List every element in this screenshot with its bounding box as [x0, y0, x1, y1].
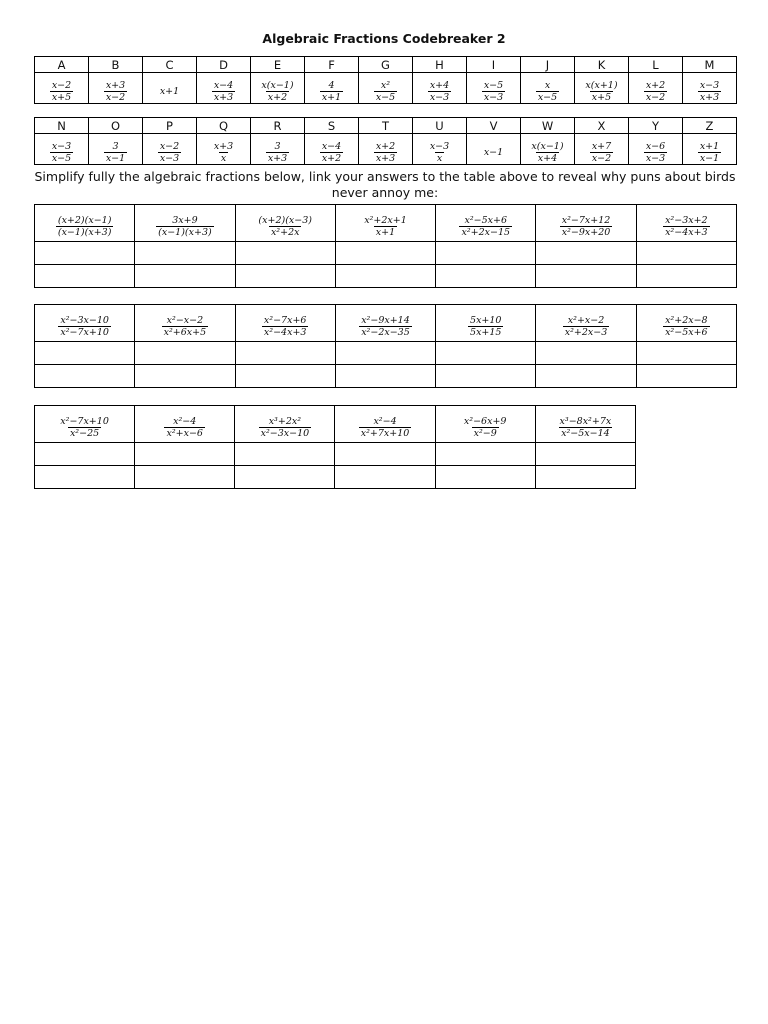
fraction-numerator: x−3 — [429, 141, 450, 152]
answer-box[interactable] — [135, 443, 235, 466]
fraction-denominator: x−3 — [429, 92, 450, 103]
fraction-denominator: x²−5x−14 — [561, 428, 610, 439]
fraction-denominator: x²−9 — [473, 428, 497, 439]
fraction-denominator: x — [220, 153, 227, 164]
question-row — [35, 406, 636, 443]
code-cell-u — [413, 134, 467, 165]
fraction-numerator: x−4 — [213, 80, 234, 91]
letter-box[interactable] — [135, 365, 235, 388]
code-fraction — [482, 80, 505, 103]
code-letter-g: G — [359, 57, 413, 73]
problem-cell — [436, 305, 536, 342]
fraction-numerator: x²−3x−10 — [60, 315, 109, 326]
fraction-numerator: x+3 — [105, 80, 126, 91]
problem-fraction — [56, 215, 114, 238]
code-letter-k: K — [575, 57, 629, 73]
code-cell-o — [89, 134, 143, 165]
code-letter-p: P — [143, 118, 197, 134]
fraction-denominator: x−5 — [537, 92, 558, 103]
code-fraction — [104, 80, 127, 103]
letter-box[interactable] — [235, 466, 335, 489]
fraction-numerator: 4 — [328, 80, 335, 91]
code-fraction — [644, 80, 667, 103]
fraction-numerator: x²+2x−8 — [665, 315, 708, 326]
code-letter-x: X — [575, 118, 629, 134]
problem-cell — [235, 205, 335, 242]
code-letter-o: O — [89, 118, 143, 134]
fraction-numerator: x²−5x+6 — [464, 215, 508, 226]
fraction-denominator: x²−25 — [69, 428, 100, 439]
fraction-denominator: x−2 — [591, 153, 612, 164]
code-letter-h: H — [413, 57, 467, 73]
letter-box[interactable] — [235, 265, 335, 288]
fraction-numerator: x−3 — [699, 80, 720, 91]
answer-box[interactable] — [536, 342, 636, 365]
letter-box[interactable] — [436, 365, 536, 388]
code-table-a-to-m — [34, 56, 737, 104]
code-fraction — [536, 80, 559, 103]
problem-cell — [135, 305, 235, 342]
answer-box[interactable] — [535, 443, 635, 466]
code-cell-d — [197, 73, 251, 104]
code-fraction-row — [35, 73, 737, 104]
problem-cell — [335, 305, 435, 342]
problem-cell — [435, 406, 535, 443]
letter-row — [35, 365, 737, 388]
code-cell-n — [35, 134, 89, 165]
fraction-denominator: x−3 — [645, 153, 666, 164]
problem-fraction — [663, 315, 710, 338]
letter-box[interactable] — [135, 466, 235, 489]
letter-box[interactable] — [536, 265, 636, 288]
fraction-denominator: x²+2x — [270, 227, 300, 238]
problem-fraction — [362, 215, 409, 238]
fraction-numerator: x+3 — [213, 141, 234, 152]
code-fraction — [212, 80, 235, 103]
problem-cell — [536, 205, 636, 242]
code-fraction — [428, 141, 451, 164]
code-fraction — [698, 141, 721, 164]
fraction-denominator: x−2 — [645, 92, 666, 103]
fraction-numerator: x(x+1) — [585, 80, 618, 91]
code-fraction — [320, 141, 343, 164]
code-letter-q: Q — [197, 118, 251, 134]
problem-cell — [235, 406, 335, 443]
fraction-denominator: x+5 — [51, 92, 72, 103]
fraction-numerator: x²−7x+6 — [263, 315, 307, 326]
answer-box[interactable] — [235, 443, 335, 466]
code-letter-a: A — [35, 57, 89, 73]
problem-fraction — [256, 215, 314, 238]
problem-fraction — [259, 416, 312, 439]
code-letter-f: F — [305, 57, 359, 73]
fraction-denominator: x²+2x−3 — [564, 327, 608, 338]
letter-box[interactable] — [335, 265, 435, 288]
problem-cell — [636, 305, 736, 342]
fraction-denominator: x−5 — [51, 153, 72, 164]
fraction-numerator: x−3 — [51, 141, 72, 152]
code-letter-s: S — [305, 118, 359, 134]
problem-cell — [35, 406, 135, 443]
letter-box[interactable] — [536, 365, 636, 388]
problem-fraction — [359, 416, 412, 439]
code-letter-y: Y — [629, 118, 683, 134]
letter-row — [35, 265, 737, 288]
fraction-denominator: x+4 — [537, 153, 558, 164]
code-fraction — [590, 141, 613, 164]
answer-box[interactable] — [35, 342, 135, 365]
code-cell-p — [143, 134, 197, 165]
answer-box[interactable] — [436, 342, 536, 365]
fraction-denominator: x²−4x+3 — [665, 227, 708, 238]
code-cell-k — [575, 73, 629, 104]
answer-box[interactable] — [435, 443, 535, 466]
code-cell-x — [575, 134, 629, 165]
code-fraction — [320, 80, 343, 103]
code-letter-e: E — [251, 57, 305, 73]
problem-fraction — [663, 215, 710, 238]
problem-cell — [536, 305, 636, 342]
fraction-denominator: x+3 — [375, 153, 396, 164]
problem-fraction — [156, 215, 214, 238]
fraction-denominator: x+2 — [321, 153, 342, 164]
fraction-numerator: (x+2)(x−1) — [57, 215, 112, 226]
code-letter-m: M — [683, 57, 737, 73]
question-row — [35, 205, 737, 242]
problem-fraction — [459, 215, 512, 238]
code-fraction — [104, 141, 127, 164]
fraction-numerator: x³−8x²+7x — [559, 416, 612, 427]
fraction-numerator: 3x+9 — [172, 215, 198, 226]
fraction-numerator: x²−4 — [373, 416, 397, 427]
code-cell-t — [359, 134, 413, 165]
worksheet-title: Algebraic Fractions Codebreaker 2 — [262, 31, 506, 46]
problem-fraction — [162, 315, 209, 338]
problem-fraction — [462, 416, 509, 439]
fraction-numerator: x³+2x² — [268, 416, 302, 427]
fraction-denominator: x²+x−6 — [166, 428, 203, 439]
code-letter-i: I — [467, 57, 521, 73]
problem-cell — [135, 406, 235, 443]
fraction-denominator: x+3 — [699, 92, 720, 103]
fraction-numerator: x+1 — [699, 141, 720, 152]
code-fraction — [529, 141, 565, 164]
answer-box[interactable] — [335, 342, 435, 365]
letter-box[interactable] — [335, 365, 435, 388]
fraction-denominator: x²−5x+6 — [665, 327, 708, 338]
code-fraction — [698, 80, 721, 103]
code-cell-c — [143, 73, 197, 104]
code-letter-c: C — [143, 57, 197, 73]
fraction-denominator: x+1 — [321, 92, 342, 103]
fraction-numerator: x²+x−2 — [567, 315, 605, 326]
fraction-numerator: x²−3x+2 — [665, 215, 708, 226]
code-cell-i — [467, 73, 521, 104]
code-letter-u: U — [413, 118, 467, 134]
fraction-denominator: x+3 — [267, 153, 288, 164]
letter-box[interactable] — [335, 466, 435, 489]
problem-cell — [335, 406, 435, 443]
answer-box[interactable] — [35, 242, 135, 265]
problem-table-1 — [34, 204, 737, 288]
fraction-denominator: x²−9x+20 — [561, 227, 611, 238]
code-fraction — [259, 80, 295, 103]
answer-box[interactable] — [335, 443, 435, 466]
problem-table-2 — [34, 304, 737, 388]
code-fraction — [374, 141, 397, 164]
code-cell-a — [35, 73, 89, 104]
fraction-denominator: x+5 — [591, 92, 612, 103]
code-fraction — [644, 141, 667, 164]
fraction-numerator: x²−7x+12 — [561, 215, 611, 226]
problem-fraction — [58, 315, 111, 338]
fraction-denominator: x−2 — [105, 92, 126, 103]
fraction-denominator: x+3 — [213, 92, 234, 103]
problem-cell — [636, 205, 736, 242]
code-table-n-to-z — [34, 117, 737, 165]
code-expression: x+1 — [159, 85, 180, 97]
answer-box[interactable] — [135, 342, 235, 365]
problem-fraction — [560, 215, 613, 238]
fraction-denominator: x+2 — [267, 92, 288, 103]
problem-table-3 — [34, 405, 636, 489]
code-cell-f — [305, 73, 359, 104]
fraction-numerator: x²−x−2 — [166, 315, 204, 326]
fraction-denominator: x²+2x−15 — [461, 227, 511, 238]
code-cell-l — [629, 73, 683, 104]
letter-box[interactable] — [135, 265, 235, 288]
letter-box[interactable] — [535, 466, 635, 489]
letter-box[interactable] — [435, 466, 535, 489]
fraction-numerator: x(x−1) — [261, 80, 294, 91]
code-fraction — [158, 141, 181, 164]
code-cell-s — [305, 134, 359, 165]
fraction-numerator: x−4 — [321, 141, 342, 152]
problem-fraction — [359, 315, 412, 338]
answer-box[interactable] — [235, 242, 335, 265]
question-row — [35, 305, 737, 342]
fraction-numerator: x−6 — [645, 141, 666, 152]
problem-fraction — [262, 315, 309, 338]
fraction-numerator: x²−7x+10 — [60, 416, 109, 427]
fraction-numerator: x−5 — [483, 80, 504, 91]
letter-box[interactable] — [35, 466, 135, 489]
answer-box[interactable] — [536, 242, 636, 265]
code-cell-r — [251, 134, 305, 165]
code-cell-m — [683, 73, 737, 104]
fraction-numerator: x² — [380, 80, 391, 91]
fraction-numerator: x−2 — [159, 141, 180, 152]
code-fraction — [50, 80, 73, 103]
code-fraction — [212, 141, 235, 164]
letter-box[interactable] — [636, 365, 736, 388]
code-fraction-row — [35, 134, 737, 165]
instruction-text: Simplify fully the algebraic fractions below, link your answers to the table above to reveal why puns about birds never annoy me: — [34, 169, 736, 200]
code-letter-w: W — [521, 118, 575, 134]
code-letter-l: L — [629, 57, 683, 73]
fraction-numerator: x+4 — [429, 80, 450, 91]
fraction-numerator: x+7 — [591, 141, 612, 152]
code-fraction — [266, 141, 289, 164]
code-fraction — [428, 80, 451, 103]
answer-row — [35, 342, 737, 365]
fraction-numerator: 3 — [112, 141, 119, 152]
code-cell-h — [413, 73, 467, 104]
fraction-denominator: x²−4x+3 — [263, 327, 307, 338]
fraction-numerator: x+2 — [645, 80, 666, 91]
code-letter-t: T — [359, 118, 413, 134]
problem-cell — [235, 305, 335, 342]
code-letter-r: R — [251, 118, 305, 134]
problem-cell — [535, 406, 635, 443]
problem-cell — [135, 205, 235, 242]
code-cell-g — [359, 73, 413, 104]
letter-box[interactable] — [235, 365, 335, 388]
fraction-denominator: x — [436, 153, 443, 164]
fraction-denominator: x−3 — [159, 153, 180, 164]
fraction-numerator: x²−6x+9 — [463, 416, 507, 427]
answer-box[interactable] — [35, 443, 135, 466]
fraction-numerator: x−2 — [51, 80, 72, 91]
letter-box[interactable] — [35, 365, 135, 388]
fraction-numerator: (x+2)(x−3) — [258, 215, 312, 226]
fraction-denominator: (x−1)(x+3) — [57, 227, 112, 238]
code-fraction — [583, 80, 619, 103]
problem-fraction — [164, 416, 205, 439]
fraction-numerator: x²−4 — [173, 416, 197, 427]
code-letter-row — [35, 57, 737, 73]
fraction-denominator: x²+6x+5 — [163, 327, 207, 338]
letter-box[interactable] — [35, 265, 135, 288]
code-letter-v: V — [467, 118, 521, 134]
letter-row — [35, 466, 636, 489]
code-letter-row — [35, 118, 737, 134]
fraction-denominator: 5x+15 — [470, 327, 502, 338]
fraction-numerator: x+2 — [375, 141, 396, 152]
problem-cell — [35, 305, 135, 342]
fraction-denominator: (x−1)(x+3) — [158, 227, 212, 238]
code-cell-w — [521, 134, 575, 165]
fraction-denominator: x+1 — [375, 227, 396, 238]
answer-box[interactable] — [636, 242, 736, 265]
fraction-denominator: x²+7x+10 — [360, 428, 410, 439]
code-cell-q — [197, 134, 251, 165]
fraction-numerator: x²+2x+1 — [364, 215, 407, 226]
fraction-numerator: 3 — [274, 141, 281, 152]
code-cell-e — [251, 73, 305, 104]
code-letter-j: J — [521, 57, 575, 73]
fraction-numerator: x(x−1) — [531, 141, 564, 152]
code-fraction — [374, 80, 397, 103]
code-letter-d: D — [197, 57, 251, 73]
code-cell-b — [89, 73, 143, 104]
answer-row — [35, 443, 636, 466]
problem-cell — [436, 205, 536, 242]
letter-box[interactable] — [436, 265, 536, 288]
code-letter-b: B — [89, 57, 143, 73]
answer-row — [35, 242, 737, 265]
code-cell-v — [467, 134, 521, 165]
problem-fraction — [468, 315, 503, 338]
code-letter-n: N — [35, 118, 89, 134]
problem-fraction — [558, 416, 614, 439]
fraction-numerator: x — [544, 80, 551, 91]
code-cell-y — [629, 134, 683, 165]
fraction-numerator: x²−9x+14 — [361, 315, 410, 326]
problem-fraction — [58, 416, 111, 439]
letter-box[interactable] — [636, 265, 736, 288]
problem-cell — [335, 205, 435, 242]
fraction-denominator: x²−2x−35 — [361, 327, 410, 338]
code-cell-j — [521, 73, 575, 104]
answer-box[interactable] — [636, 342, 736, 365]
code-fraction — [50, 141, 73, 164]
code-letter-z: Z — [683, 118, 737, 134]
fraction-numerator: 5x+10 — [470, 315, 502, 326]
fraction-denominator: x²−3x−10 — [260, 428, 310, 439]
answer-box[interactable] — [235, 342, 335, 365]
fraction-denominator: x−3 — [483, 92, 504, 103]
answer-box[interactable] — [335, 242, 435, 265]
fraction-denominator: x−1 — [105, 153, 126, 164]
code-expression: x−1 — [483, 146, 504, 158]
answer-box[interactable] — [436, 242, 536, 265]
fraction-denominator: x−5 — [375, 92, 396, 103]
problem-cell — [35, 205, 135, 242]
problem-fraction — [563, 315, 610, 338]
fraction-denominator: x−1 — [699, 153, 720, 164]
code-cell-z — [683, 134, 737, 165]
fraction-denominator: x²−7x+10 — [60, 327, 109, 338]
answer-box[interactable] — [135, 242, 235, 265]
